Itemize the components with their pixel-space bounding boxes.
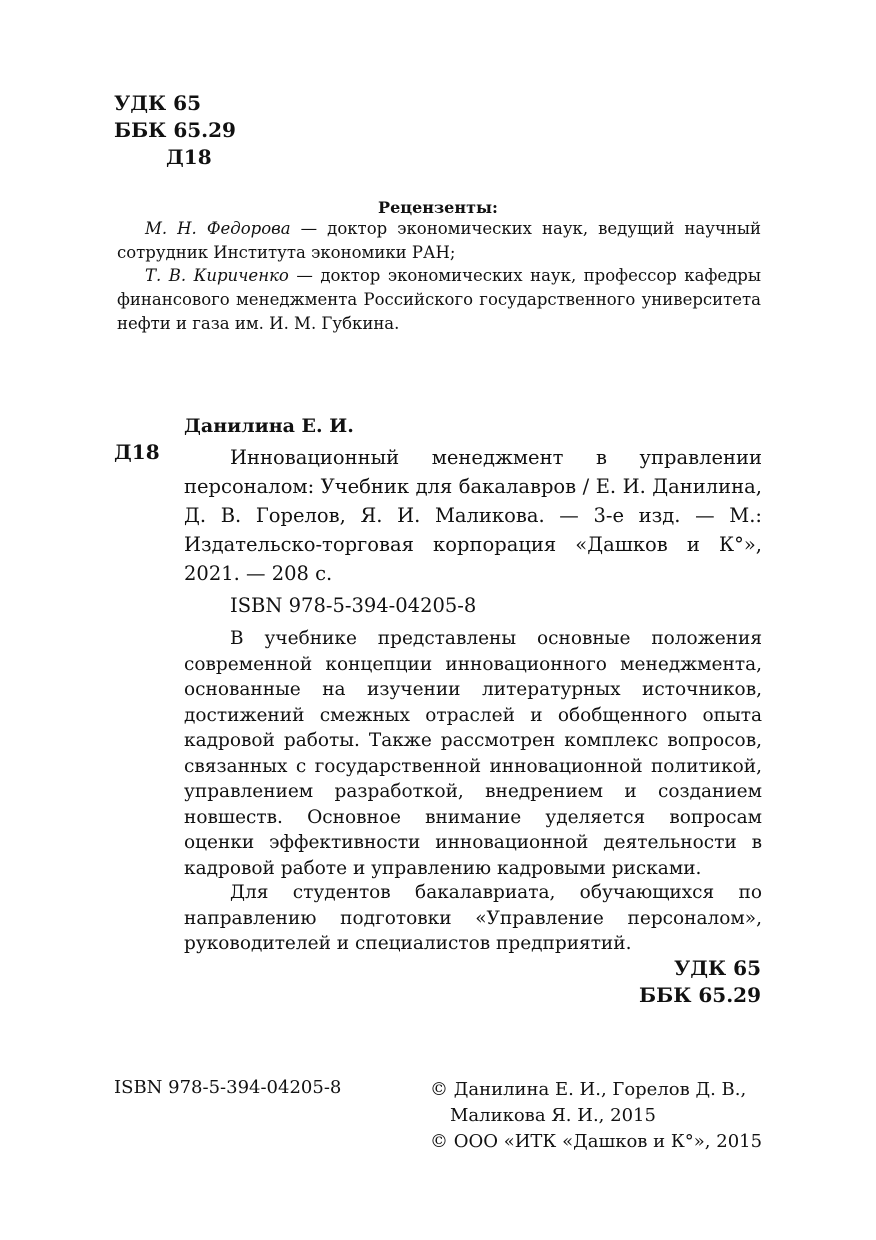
copyright-line-3: © ООО «ИТК «Дашков и К°», 2015 — [430, 1131, 763, 1152]
record-bbk: ББК 65.29 — [639, 983, 761, 1007]
reviewer-2-name: Т. В. Кириченко — [145, 266, 289, 285]
record-classification — [639, 955, 761, 1009]
copyright-line-2: Маликова Я. И., 2015 — [450, 1105, 656, 1126]
reviewer-2-text: — доктор экономических наук, профессор кафедры финансового менеджмента Российского государственного университета нефти и газа им. И. М. Губкина. — [117, 266, 761, 333]
record-audience: Для студентов бакалавриата, обучающихся по направлению подготовки «Управление персоналом», руководителей и специалистов предприятий. — [184, 882, 762, 954]
reviewer-1-name: М. Н. Федорова — [145, 219, 291, 238]
copyright-block — [430, 1077, 762, 1155]
record-abstract: В учебнике представлены основные положения современной концепции инновационного менеджмента, основанные на изучении литературных источников, достижений смежных отраслей и обобщенного опыта кадровой работы. Также рассмотрен комплекс вопросов, связанных с государственной инновационной политикой, управлением разработкой, внедрением и созданием новшеств. Основное внимание уделяется вопросам оценки эффективности инновационной деятельности в кадровой работе и управлению кадровыми рисками. — [184, 628, 762, 879]
reviewer-1-text: — доктор экономических наук, ведущий научный сотрудник Института экономики РАН; — [117, 219, 761, 262]
udk-code: УДК 65 — [114, 91, 202, 115]
reviewer-1 — [117, 217, 761, 265]
footer-isbn: ISBN 978-5-394-04205-8 — [114, 1077, 342, 1098]
record-isbn: ISBN 978-5-394-04205-8 — [230, 594, 477, 617]
author-mark: Д18 — [166, 145, 212, 169]
bbk-code: ББК 65.29 — [114, 118, 236, 142]
record-title: Инновационный менеджмент в управлении персоналом: Учебник для бакалавров / Е. И. Данилина, Д. В. Горелов, Я. И. Маликова. — 3-е изд. — М.: Издательско-торговая корпорация «Дашков и К°», 2021. — 208 с. — [184, 446, 762, 585]
copyright-line-1: © Данилина Е. И., Горелов Д. В., — [430, 1079, 747, 1100]
record-author: Данилина Е. И. — [184, 415, 354, 437]
reviewer-2 — [117, 264, 761, 336]
record-author-mark: Д18 — [114, 440, 160, 464]
record-udk: УДК 65 — [673, 956, 761, 980]
reviewers-heading: Рецензенты: — [378, 198, 498, 217]
